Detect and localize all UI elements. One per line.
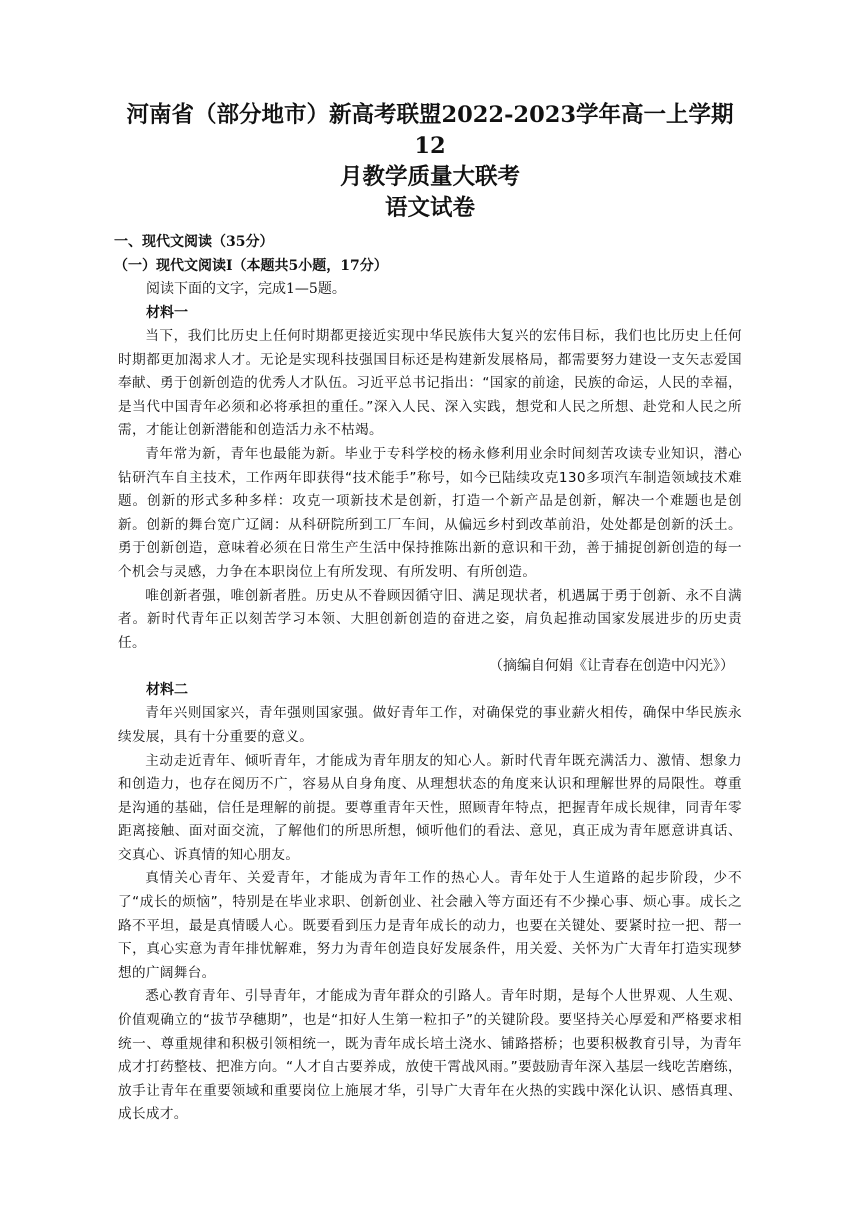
material-2-paragraph: 悉心教育青年、引导青年，才能成为青年群众的引路人。青年时期，是每个人世界观、人生观、价值观确立的“拔节孕穗期”，也是“扣好人生第一粒扣子”的关键阶段。要坚持关心厚爱和严格要求相统一、尊重规律和积极引领相统一，既为青年成长培土浇水、铺路搭桥；也要积极教育引导，为青年成才打药整枝、把准方向。“人才自古要养成，放使干霄战风雨。”要鼓励青年深入基层一线吃苦磨练，放手让青年在重要领域和重要岗位上施展才华，引导广大青年在火热的实践中深化认识、感悟真理、成长成才。	[118, 988, 742, 1123]
subsection-heading: （一）现代文阅读Ⅰ（本题共5小题，17分）	[114, 257, 388, 274]
material-2-paragraph: 主动走近青年、倾听青年，才能成为青年朋友的知心人。新时代青年既充满活力、激情、想象力和创造力，也存在阅历不广，容易从自身角度、从理想状态的角度来认识和理解世界的局限性。尊重是沟通的基础，信任是理解的前提。要尊重青年天性，照顾青年特点，把握青年成长规律，同青年零距离接触、面对面交流，了解他们的所思所想，倾听他们的看法、意见，真正成为青年愿意讲真话、交真心、诉真情的知心朋友。	[118, 752, 742, 863]
material-1-paragraph: 青年常为新，青年也最能为新。毕业于专科学校的杨永修利用业余时间刻苦攻读专业知识，潜心钻研汽车自主技术，工作两年即获得“技术能手”称号，如今已陆续攻克130多项汽车制造领域技术难题。创新的形式多种多样：攻克一项新技术是创新，打造一个新产品是创新，解决一个难题也是创新。创新的舞台宽广辽阔：从科研院所到工厂车间，从偏远乡村到改革前沿，处处都是创新的沃土。勇于创新创造，意味着必须在日常生产生活中保持推陈出新的意识和干劲，善于捕捉创新创造的每一个机会与灵感，力争在本职岗位上有所发现、有所发明、有所创造。	[118, 445, 742, 580]
exam-title-line-1: 河南省（部分地市）新高考联盟2022-2023学年高一上学期12	[126, 102, 734, 159]
exam-title-line-2: 月教学质量大联考	[339, 164, 520, 190]
material-2-label: 材料二	[146, 681, 188, 698]
exam-title-line-3: 语文试卷	[384, 195, 475, 221]
material-1-label: 材料一	[146, 304, 188, 321]
material-2-paragraph: 真情关心青年、关爱青年，才能成为青年工作的热心人。青年处于人生道路的起步阶段，少不了“成长的烦恼”，特别是在毕业求职、创新创业、社会融入等方面还有不少操心事、烦心事。成长之路不平坦，最是真情暖人心。既要看到压力是青年成长的动力，也要在关键处、要紧时拉一把、帮一下，真心实意为青年排忧解难，努力为青年创造良好发展条件，用关爱、关怀为广大青年打造实现梦想的广阔舞台。	[118, 870, 742, 981]
material-2-paragraph: 青年兴则国家兴，青年强则国家强。做好青年工作，对确保党的事业薪火相传，确保中华民族永续发展，具有十分重要的意义。	[118, 705, 742, 745]
material-1-source: （摘编自何娟《让青春在创造中闪光》）	[489, 658, 734, 675]
section-heading: 一、现代文阅读（35分）	[114, 234, 274, 250]
material-1-paragraph: 当下，我们比历史上任何时期都更接近实现中华民族伟大复兴的宏伟目标，我们也比历史上任何时期都更加渴求人才。无论是实现科技强国目标还是构建新发展格局，都需要努力建设一支矢志爱国奉献、勇于创新创造的优秀人才队伍。习近平总书记指出：“国家的前途，民族的命运，人民的幸福，是当代中国青年必须和必将承担的重任。”深入人民、深入实践，想党和人民之所想、赴党和人民之所需，才能让创新潜能和创造活力永不枯竭。	[118, 328, 742, 439]
reading-instruction: 阅读下面的文字，完成1—5题。	[146, 281, 346, 297]
material-1-paragraph: 唯创新者强，唯创新者胜。历史从不眷顾因循守旧、满足现状者，机遇属于勇于创新、永不自满者。新时代青年正以刻苦学习本领、大胆创新创造的奋进之姿，肩负起推动国家发展进步的历史责任。	[118, 587, 742, 651]
